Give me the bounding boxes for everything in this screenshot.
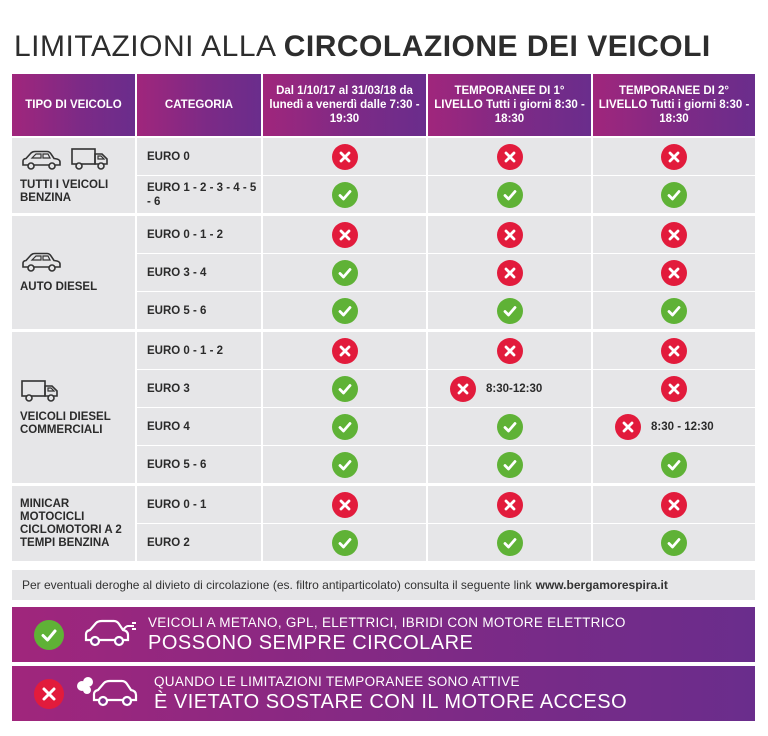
status-cell bbox=[263, 138, 426, 175]
cross-icon bbox=[661, 144, 687, 170]
check-icon bbox=[34, 620, 64, 650]
check-icon bbox=[497, 182, 523, 208]
cross-icon bbox=[34, 679, 64, 709]
status-wrap bbox=[428, 254, 591, 291]
vehicle-icons bbox=[20, 379, 135, 407]
check-icon bbox=[497, 414, 523, 440]
check-icon bbox=[661, 298, 687, 324]
status-cell bbox=[428, 254, 591, 291]
status-cell bbox=[593, 524, 755, 561]
check-icon bbox=[332, 414, 358, 440]
vehicle-group-cell bbox=[12, 216, 135, 329]
category-cell: EURO 3 - 4 bbox=[137, 254, 261, 291]
status-wrap bbox=[593, 254, 755, 291]
time-note: 8:30 - 12:30 bbox=[651, 420, 714, 433]
banner1-text bbox=[148, 615, 626, 655]
category-cell: EURO 0 - 1 - 2 bbox=[137, 216, 261, 253]
status-wrap bbox=[428, 216, 591, 253]
check-icon bbox=[332, 182, 358, 208]
status-wrap bbox=[593, 486, 755, 523]
banner2-big: È VIETATO SOSTARE CON IL MOTORE ACCESO bbox=[154, 690, 628, 713]
status-cell bbox=[428, 446, 591, 483]
category-cell: EURO 0 - 1 - 2 bbox=[137, 332, 261, 369]
check-icon bbox=[497, 530, 523, 556]
cross-icon bbox=[661, 492, 687, 518]
status-wrap bbox=[428, 524, 591, 561]
cross-icon bbox=[497, 144, 523, 170]
cross-icon bbox=[450, 376, 476, 402]
cross-icon bbox=[661, 260, 687, 286]
truck-icon bbox=[20, 394, 60, 406]
table-header bbox=[12, 74, 755, 136]
derogation-note bbox=[12, 570, 755, 600]
status-wrap bbox=[428, 138, 591, 175]
status-wrap bbox=[263, 138, 426, 175]
header-categoria: CATEGORIA bbox=[137, 74, 261, 136]
status-wrap bbox=[263, 524, 426, 561]
vehicle-group-cell bbox=[12, 332, 135, 483]
check-icon bbox=[497, 298, 523, 324]
check-icon bbox=[661, 530, 687, 556]
header-winter-period: Dal 1/10/17 al 31/03/18 da lunedì a venerdì dalle 7:30 - 19:30 bbox=[263, 74, 426, 136]
status-cell bbox=[428, 332, 591, 369]
cross-icon bbox=[332, 338, 358, 364]
status-cell bbox=[428, 292, 591, 329]
status-wrap bbox=[263, 370, 426, 407]
status-cell bbox=[593, 292, 755, 329]
status-cell bbox=[263, 292, 426, 329]
vehicle-icons bbox=[20, 147, 135, 175]
vehicle-group-label: AUTO DIESEL bbox=[20, 281, 98, 293]
status-cell bbox=[263, 446, 426, 483]
status-wrap bbox=[263, 292, 426, 329]
status-cell bbox=[263, 216, 426, 253]
car-icon bbox=[20, 264, 64, 276]
banner-always-allowed bbox=[12, 607, 755, 662]
cross-icon bbox=[497, 222, 523, 248]
status-cell bbox=[593, 486, 755, 523]
page-title bbox=[14, 30, 754, 70]
check-icon bbox=[332, 376, 358, 402]
status-cell bbox=[263, 254, 426, 291]
category-cell: EURO 1 - 2 - 3 - 4 - 5 - 6 bbox=[137, 176, 261, 213]
banner2-small: QUANDO LE LIMITAZIONI TEMPORANEE SONO ATTIVE bbox=[154, 673, 520, 689]
vehicle-group-label: VEICOLI DIESEL COMMERCIALI bbox=[20, 410, 111, 436]
status-wrap bbox=[263, 332, 426, 369]
status-wrap bbox=[263, 254, 426, 291]
check-icon bbox=[332, 260, 358, 286]
banner2-text bbox=[154, 674, 627, 714]
cross-icon bbox=[497, 260, 523, 286]
status-wrap bbox=[428, 486, 591, 523]
vehicle-group-label: MINICAR MOTOCICLI CICLOMOTORI A 2 TEMPI BENZINA bbox=[20, 497, 122, 549]
vehicle-group-cell bbox=[12, 486, 135, 561]
status-cell bbox=[428, 138, 591, 175]
status-cell bbox=[428, 524, 591, 561]
category-cell: EURO 5 - 6 bbox=[137, 292, 261, 329]
status-cell bbox=[593, 216, 755, 253]
status-wrap bbox=[593, 138, 755, 175]
status-cell bbox=[428, 408, 591, 445]
banner-no-idling bbox=[12, 666, 755, 721]
status-cell bbox=[593, 370, 755, 407]
vehicle-icons bbox=[20, 251, 135, 277]
derogation-text: Per eventuali deroghe al divieto di circolazione (es. filtro antiparticolato) consulta il seguente link bbox=[22, 578, 532, 592]
cross-icon bbox=[661, 338, 687, 364]
status-cell bbox=[263, 332, 426, 369]
category-cell: EURO 3 bbox=[137, 370, 261, 407]
title-bold: CIRCOLAZIONE DEI VEICOLI bbox=[283, 30, 711, 63]
check-icon bbox=[332, 530, 358, 556]
header-level-2: TEMPORANEE DI 2° LIVELLO Tutti i giorni 8:30 - 18:30 bbox=[593, 74, 755, 136]
status-wrap bbox=[428, 446, 591, 483]
header-level-1: TEMPORANEE DI 1° LIVELLO Tutti i giorni 8:30 - 18:30 bbox=[428, 74, 591, 136]
status-wrap bbox=[593, 446, 755, 483]
cross-icon bbox=[332, 222, 358, 248]
status-cell bbox=[428, 176, 591, 213]
status-cell bbox=[263, 408, 426, 445]
status-wrap bbox=[593, 524, 755, 561]
cross-icon bbox=[661, 222, 687, 248]
check-icon bbox=[332, 298, 358, 324]
status-cell bbox=[428, 370, 591, 407]
status-cell bbox=[593, 138, 755, 175]
status-wrap bbox=[428, 176, 591, 213]
cross-icon bbox=[497, 492, 523, 518]
banner1-small: VEICOLI A METANO, GPL, ELETTRICI, IBRIDI CON MOTORE ELETTRICO bbox=[148, 614, 626, 630]
truck-icon bbox=[70, 162, 110, 174]
status-cell bbox=[428, 486, 591, 523]
status-wrap bbox=[593, 176, 755, 213]
title-light: LIMITAZIONI ALLA bbox=[14, 30, 275, 63]
derogation-link[interactable]: www.bergamorespira.it bbox=[535, 578, 668, 592]
category-cell: EURO 0 bbox=[137, 138, 261, 175]
cross-icon bbox=[497, 338, 523, 364]
status-wrap bbox=[593, 332, 755, 369]
cross-icon bbox=[615, 414, 641, 440]
electric-car-icon bbox=[82, 614, 138, 655]
status-wrap bbox=[263, 446, 426, 483]
status-cell bbox=[263, 524, 426, 561]
status-wrap bbox=[428, 292, 591, 329]
status-wrap bbox=[593, 292, 755, 329]
category-cell: EURO 0 - 1 bbox=[137, 486, 261, 523]
check-icon bbox=[661, 452, 687, 478]
car-icon bbox=[20, 162, 64, 174]
status-wrap bbox=[263, 176, 426, 213]
status-cell bbox=[593, 446, 755, 483]
header-tipo: TIPO DI VEICOLO bbox=[12, 74, 135, 136]
status-cell bbox=[263, 486, 426, 523]
status-wrap bbox=[593, 216, 755, 253]
check-icon bbox=[497, 452, 523, 478]
vehicle-group-label: TUTTI I VEICOLI BENZINA bbox=[20, 178, 109, 204]
status-wrap bbox=[263, 486, 426, 523]
status-cell bbox=[593, 254, 755, 291]
category-cell: EURO 5 - 6 bbox=[137, 446, 261, 483]
status-cell bbox=[593, 408, 755, 445]
status-cell bbox=[593, 176, 755, 213]
category-cell: EURO 2 bbox=[137, 524, 261, 561]
status-wrap bbox=[428, 332, 591, 369]
cross-icon bbox=[332, 144, 358, 170]
status-cell bbox=[263, 370, 426, 407]
time-note: 8:30-12:30 bbox=[486, 382, 543, 395]
status-wrap bbox=[428, 408, 591, 445]
status-cell bbox=[428, 216, 591, 253]
status-wrap bbox=[428, 370, 591, 407]
check-icon bbox=[332, 452, 358, 478]
status-wrap bbox=[593, 370, 755, 407]
check-icon bbox=[661, 182, 687, 208]
status-cell bbox=[263, 176, 426, 213]
cross-icon bbox=[332, 492, 358, 518]
status-wrap bbox=[263, 216, 426, 253]
cross-icon bbox=[661, 376, 687, 402]
status-wrap bbox=[593, 408, 755, 445]
status-cell bbox=[593, 332, 755, 369]
category-cell: EURO 4 bbox=[137, 408, 261, 445]
banner1-big: POSSONO SEMPRE CIRCOLARE bbox=[148, 631, 474, 654]
vehicle-group-cell bbox=[12, 138, 135, 213]
idling-car-icon bbox=[74, 672, 144, 715]
status-wrap bbox=[263, 408, 426, 445]
